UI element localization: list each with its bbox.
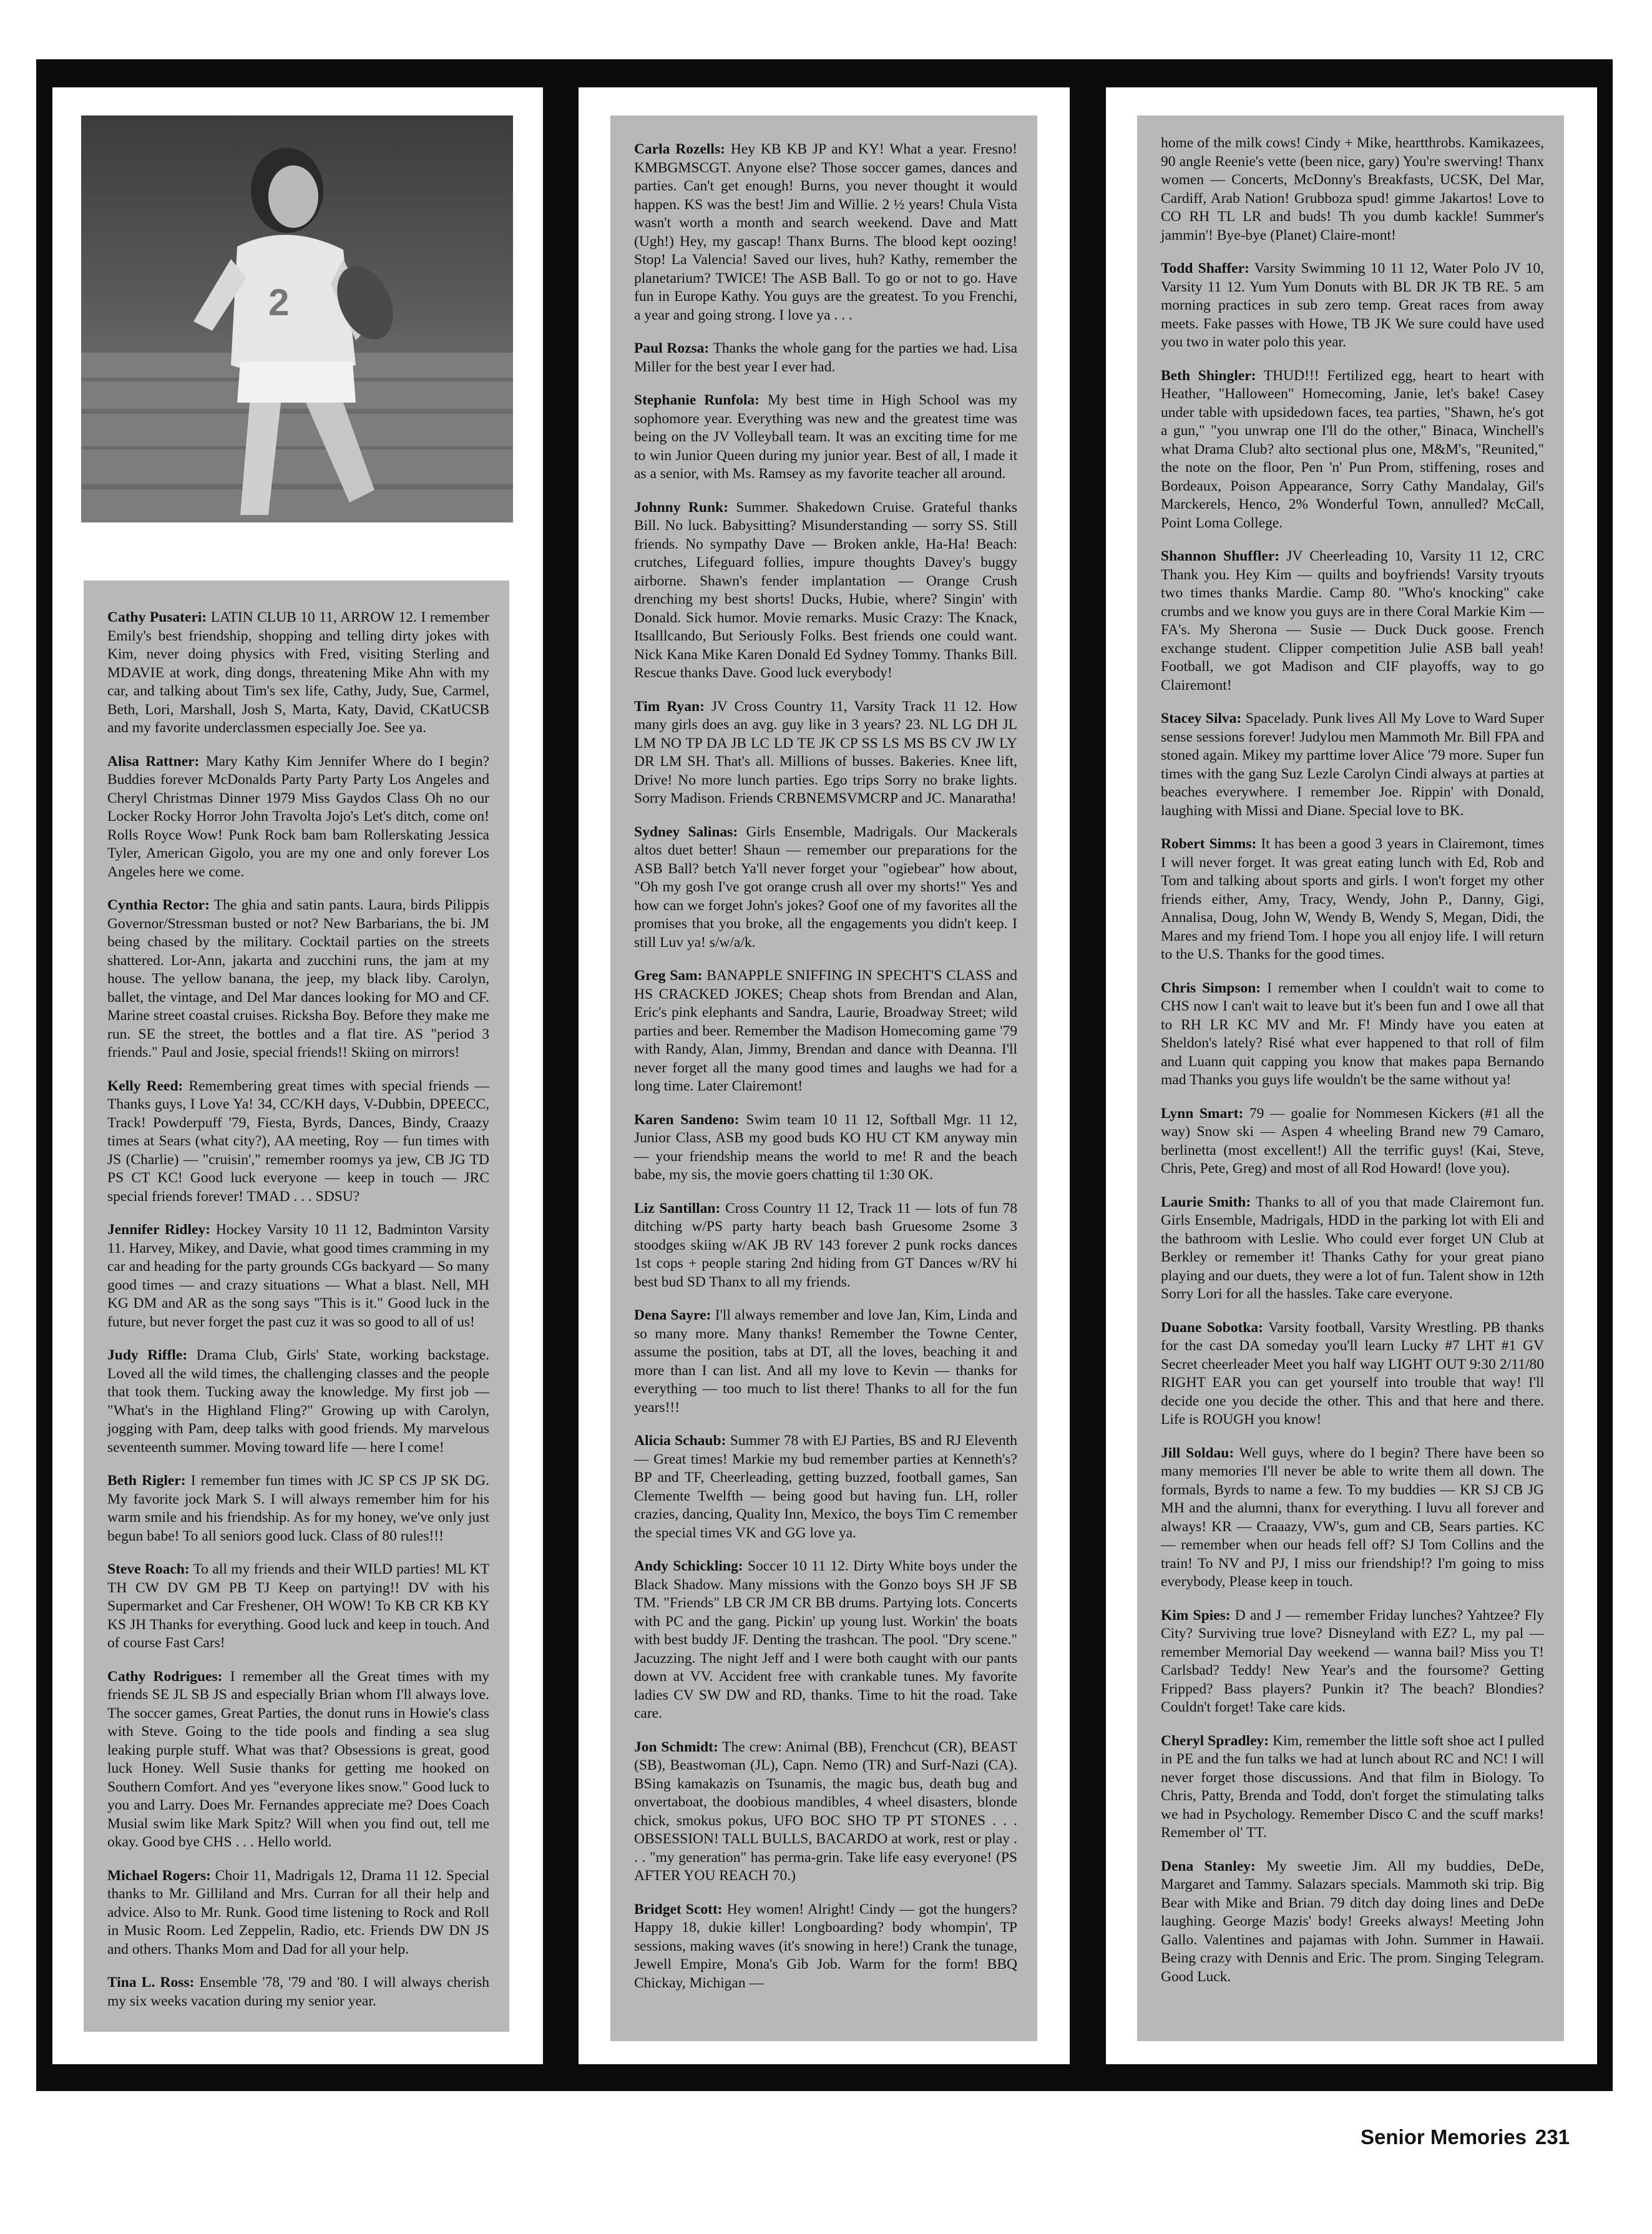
middle-text-panel: [610, 115, 1037, 2041]
memory-text: I remember all the Great times with my friends SE JL SB JS and especially Brian whom I'll always love. The soccer games, Great Parties, the donut runs in Howie's class with Steve. Going to the tide pools and finding a sea slug leaking purple stuff. What was that? Obsessions is great, good luck Honey. Well Susie thanks for getting me hooked on Southern Comfort. And yes "everyone likes snow." Good luck to you and Larry. Does Mr. Fernandes appreciate me? Does Coach Musial swim like Mark Spitz? Will when you find out, tell me okay. Good bye CHS . . . Hello world.: [107, 1668, 490, 1850]
left-text-panel: [84, 581, 509, 2032]
memory-text: THUD!!! Fertilized egg, heart to heart with Heather, "Halloween" Homecoming, Janie, let's bake! Casey under table with upsidedown faces, tea parties, "Shawn, he's got a gun," "you unwrap one I'll do the other," Binaca, Winchell's what Drama Club? alto sectional plus one, M&M's, "Reunited," the note on the floor, Pen 'n' Pun Prom, stiffening, roses and Bordeaux, Poison Appearance, Sorry Cathy Mandalay, Gil's Marckerels, Henco, 2% Wonderful Town, annulled? McCall, Point Loma College.: [1161, 367, 1544, 531]
memory-entry: [634, 967, 1017, 1096]
senior-name: Jon Schmidt:: [634, 1738, 718, 1755]
middle-entries: [634, 140, 1017, 1992]
memory-text: I remember fun times with JC SP CS JP SK DG. My favorite jock Mark S. I will always remember him for his warm smile and his friendship. As for my honey, we've only just begun babe! To all seniors good luck. Class of 80 rules!!!: [107, 1472, 490, 1544]
senior-name: Cathy Rodrigues:: [107, 1668, 223, 1685]
memory-text: D and J — remember Friday lunches? Yahtzee? Fly City? Surviving true love? Disneyland with EZ? L, my pal — remember Memorial Day weekend — wanna bail? Miss you T! Carlsbad? Teddy! New Year's and the foursome? Getting Fripped? Bass players? Punkin it? The beach? Blondies? Couldn't forget! Take care kids.: [1161, 1607, 1544, 1715]
memory-entry: [634, 391, 1017, 484]
memory-text: Varsity Swimming 10 11 12, Water Polo JV 10, Varsity 11 12. Yum Yum Donuts with BL DR JK TB RE. 5 am morning practices in sub zero temp. Great races from away meets. Fake passes with Howe, TB JK We sure could have used you two in water polo this year.: [1161, 260, 1545, 350]
senior-name: Lynn Smart:: [1161, 1105, 1244, 1122]
memory-text: JV Cheerleading 10, Varsity 11 12, CRC Thank you. Hey Kim — quilts and boyfriends! Varsity tryouts two times thanks Mardie. Camp 80. "Who's knocking" cake crumbs and we know you guys are in there Coral Markie Kim — FA's. My Sheronа — Susie — Duck Duck goose. French exchange student. Clipper competition Julie ASB ball yeah! Football, we got Madison and CIF playoffs, way to go Clairemont!: [1161, 548, 1544, 693]
senior-name: Stacey Silva:: [1161, 710, 1242, 727]
memory-entry: [1161, 1193, 1544, 1304]
senior-name: Steve Roach:: [107, 1561, 190, 1577]
senior-name: Bridget Scott:: [634, 1901, 723, 1918]
memory-entry: [634, 140, 1017, 325]
memory-text: I remember when I couldn't wait to come to CHS now I can't wait to leave but it's been fun and I owe all that to RH LR KC MV and Mr. F! Mindy have you eaten at Sheldon's lately? Risé what ever happened to that roll of film and Luann quit capping you know that makes papa Bernando mad Thanks you guys life wouldn't be the same without ya!: [1161, 979, 1544, 1088]
memory-text: Hey KB KB JP and KY! What a year. Fresno! KMBGMSCGT. Anyone else? Those soccer games, dances and parties. Can't get enough! Burns, you never thought it would happen. KS was the best! Jim and Willie. 2 ½ years! Chula Vista wasn't worth a month and search weekend. Dave and Matt (Ugh!) Hey, my gascap! Thanx Burns. The blood kept oozing! Stop! La Valencia! Saved our lives, huh? Kathy, remember the planetarium? TWICE! The ASB Ball. To go or not to go. Have fun in Europe Kathy. You guys are the greatest. To you Frenchi, a year and going strong. I love ya . . .: [634, 141, 1017, 323]
memory-text: 79 — goalie for Nommesen Kickers (#1 all the way) Snow ski — Aspen 4 wheeling Brand new 79 Camaro, berlinetta (most excellent!) All the terrific guys! (Kai, Steve, Chris, Pete, Greg) and most of all Rod Howard! (love you).: [1161, 1105, 1544, 1177]
senior-name: Paul Rozsa:: [634, 340, 710, 356]
memory-text: Soccer 10 11 12. Dirty White boys under the Black Shadow. Many missions with the Gonzo boys SH JF SB TM. "Friends" LB CR JM CR BB drums. Partying lots. Concerts with PC and the gang. Pickin' up young lust. Workin' the boats with best buddy JF. Denting the trashcan. The pool. "Dry scene." Jacuzzing. The night Jeff and I were both caught with our pants down at VV. Accident free with crankable tunes. My favorite ladies CV SW DW and RD, thanks. Time to hit the road. Take care.: [634, 1558, 1018, 1722]
memory-entry: [107, 609, 489, 738]
memory-entry: [107, 1077, 489, 1207]
memory-text: I'll always remember and love Jan, Kim, Linda and so many more. Many thanks! Remember the Towne Center, assume the position, tabs at DT, all the loves, beaching it and more than I can list. And all my love to Kevin — thanks for everything — too much to list there! Thanks to all for the fun years!!!: [634, 1307, 1017, 1416]
memory-text: Cross Country 11 12, Track 11 — lots of fun 78 ditching w/PS party harty beach bash Gruesome 2some 3 stoodges skiing w/AK JB RV 143 forever 2 punk rocks dances 1st cops + people staring 2nd hiding from GT Dances w/RV hi best bud SD Thanx to all my friends.: [634, 1200, 1017, 1290]
memory-text: Well guys, where do I begin? There have been so many memories I'll never be able to write them all down. The formals, Byrds to name a few. To my buddies — KR SJ CB JG MH and the alumni, thanx for everything. I luvu all forever and always! KR — Craaazy, VW's, gum and CB, Sears parties. KC — remember when our heads fell off? SJ Tom Collins and the train! To NV and PJ, I miss our friendship!? I'm going to miss everybody, Please keep in touch.: [1161, 1444, 1544, 1590]
memory-text: LATIN CLUB 10 11, ARROW 12. I remember Emily's best friendship, shopping and telling dirty jokes with Kim, never doing physics with Fred, visiting Sterling and MDAVIE at work, ding dongs, threatening Mike Ahn with my car, and talking about Tim's sex life, Cathy, Judy, Sue, Carmel, Beth, Lori, Marshall, Josh S, Marta, Katy, David, CKatUCSB and my favorite underclassmen especially Joe. See ya.: [107, 609, 489, 736]
memory-entry: [1161, 547, 1544, 695]
memory-entry: [107, 1221, 489, 1331]
senior-name: Dena Sayre:: [634, 1307, 711, 1323]
senior-name: Carla Rozells:: [634, 141, 725, 157]
senior-name: Greg Sam:: [634, 968, 703, 984]
memory-text: Ensemble '78, '79 and '80. I will always cherish my six weeks vacation during my senior year.: [107, 1974, 489, 2009]
memory-entry: [634, 698, 1017, 808]
memory-entry: [634, 823, 1017, 953]
memory-text: Mary Kathy Kim Jennifer Where do I begin? Buddies forever McDonalds Party Party Party Los Angeles and Cheryl Christmas Dinner 1979 Miss Gaydos Class Oh no our Locker Rocky Horror John Travolta Jojo's Let's ditch, come on! Rolls Royce Wow! Punk Rock bam bam Rollerskating Jessica Tyler, American Gigolo, you are my one and only forever Los Angeles here we come.: [107, 753, 489, 880]
memory-entry: [1161, 1732, 1544, 1843]
memory-text: Choir 11, Madrigals 12, Drama 11 12. Special thanks to Mr. Gilliland and Mrs. Curran for all their help and advice. Also to Mr. Runk. Good time listening to Rock and Roll in Music Room. Led Zeppelin, Radio, etc. Friends DW DN JS and others. Thanks Mom and Dad for all your help.: [107, 1867, 489, 1957]
right-text-panel: [1137, 115, 1564, 2041]
memory-entry: [107, 1867, 489, 1959]
svg-text:2: 2: [268, 282, 290, 323]
memory-entry: [634, 499, 1017, 683]
senior-name: Beth Rigler:: [107, 1472, 186, 1489]
senior-name: Kim Spies:: [1161, 1607, 1231, 1624]
memory-entry: [634, 1200, 1017, 1292]
senior-name: Karen Sandeno:: [634, 1111, 740, 1128]
senior-name: Cheryl Spradley:: [1161, 1732, 1269, 1749]
memory-text: Thanks to all of you that made Clairemont fun. Girls Ensemble, Madrigals, HDD in the parking lot with Eli and the bathroom with Leslie. Who could ever forget UN Club at Berkley or remember it! Thanks Cathy for your great piano playing and our duets, they were a lot of fun. Talent show in 12th Sorry Lori for all the hassles. Take care everyone.: [1161, 1193, 1545, 1302]
memory-entry: [1161, 367, 1544, 533]
memory-text: BANAPPLE SNIFFING IN SPECHT'S CLASS and HS CRACKED JOKES; Cheap shots from Brendan and Alan, Eric's pink elephants and Sandra, Laurie, Broadway Street; wild parties and beer. Remember the Madison Homecoming game '79 with Randy, Alan, Jimmy, Brendan and dance with Deanna. I'll never forget all the many good times and laughs we had for a long time. Later Clairemont!: [634, 968, 1018, 1094]
memory-text: Hockey Varsity 10 11 12, Badminton Varsity 11. Harvey, Mikey, and Davie, what good times cramming in my car and heading for the party grounds CGs backyard — So many good times — and crazy situations — What a blast. Nell, MH KG DM and AR as the song says "This is it." Good luck in the future, but never forget the past cuz it was so good to all of us!: [107, 1222, 490, 1330]
memory-entry: [634, 1432, 1017, 1542]
memory-text: To all my friends and their WILD parties! ML KT TH CW DV GM PB TJ Keep on partying!! DV with his Supermarket and Car Freshener, OH WOW! To KB CR KB KY KS JH Thanks for everything. Good luck and keep in touch. And of course Fast Cars!: [107, 1561, 489, 1651]
senior-name: Dena Stanley:: [1161, 1858, 1256, 1874]
senior-name: Todd Shaffer:: [1161, 260, 1249, 277]
memory-entry: [634, 1306, 1017, 1417]
memory-text: Hey women! Alright! Cindy — got the hungers? Happy 18, dukie killer! Longboarding? body whompin', TP sessions, making waves (it's snowing in here!) Crank the tunage, Jewell Empire, Mona's Gib Job. Warm for the form! BBQ Chickay, Michigan —: [634, 1901, 1018, 1991]
senior-name: Andy Schickling:: [634, 1558, 743, 1574]
page-number: 231: [1535, 2125, 1570, 2148]
senior-name: Duane Sobotka:: [1161, 1319, 1263, 1336]
memory-entry: [107, 896, 489, 1062]
senior-name: Judy Riffle:: [107, 1347, 188, 1363]
senior-name: Alicia Schaub:: [634, 1433, 726, 1449]
memory-entry: [1161, 134, 1544, 245]
memory-entry: [107, 1346, 489, 1457]
senior-name: Sydney Salinas:: [634, 823, 738, 840]
memory-entry: [1161, 260, 1544, 352]
senior-name: Shannon Shuffler:: [1161, 548, 1280, 564]
section-title: Senior Memories: [1361, 2125, 1527, 2148]
senior-name: Jennifer Ridley:: [107, 1222, 211, 1238]
senior-name: Tim Ryan:: [634, 698, 705, 715]
memory-entry: [107, 1560, 489, 1653]
memory-entry: [107, 753, 489, 882]
memory-text: Swim team 10 11 12, Softball Mgr. 11 12, Junior Class, ASB my good buds KO HU CT KM anyway min — your friendship means the world to me! R and the beach babe, my sis, the movie goers chatting til 1:30 OK.: [634, 1111, 1017, 1183]
memory-text: Drama Club, Girls' State, working backstage. Loved all the wild times, the challenging classes and the people that took them. Tucking away the knowledge. My first job — "What's in the Highland Fling?" Growing up with Carolyn, jogging with Pam, deep talks with good friends. My marvelous seventeenth summer. Moving toward life — here I come!: [107, 1347, 490, 1456]
memory-text: My best time in High School was my sophomore year. Everything was new and the greatest time was being on the JV Volleyball team. It was an exciting time for me to win Junior Queen during my junior year. Best of all, I made it as a senior, with Ms. Ramsey as my favorite teacher all around.: [634, 392, 1017, 482]
memory-entry: [1161, 710, 1544, 820]
memory-text: Remembering great times with special friends — Thanks guys, I Love Ya! 34, CC/KH days, V-Dubbin, DPEECC, Track! Powderpuff '79, Fiesta, Byrds, Dances, Bindy, Craazy times at Sears (what city?), AA meeting, Roy — fun times with JS (Charlie) — "cruisin'," remember roomys ya jew, CB JG TD PS CT KC! Good luck everyone — keep in touch — JRC special friends forever! TMAD . . . SDSU?: [107, 1077, 490, 1205]
right-entries: [1161, 134, 1544, 1986]
memory-text: My sweetie Jim. All my buddies, DeDe, Margaret and Tammy. Salazars specials. Mammoth ski trip. Big Bear with Mike and Brian. 79 ditch day doing lines and DeDe laughing. George Mazis' body! Greeks always! Meeting John Gallo. Valentines and pajamas with John. Summer in Hawaii. Being crazy with Dennis and Eric. The prom. Singing Telegram. Good Luck.: [1161, 1858, 1545, 1985]
memory-entry: [1161, 835, 1544, 964]
memory-text: The crew: Animal (BB), Frenchcut (CR), BEAST (SB), Beastwoman (JL), Capn. Nemo (TR) and Surf-Nazi (CA). BSing kamakazis on Tsunamis, the magic bus, death bug and onvertaboat, the doobious mandibles, 4 wheel disasters, blonde chick, smokus pokus, UFO BOC SHO TP PT STONES . . . OBSESSION! TALL BULLS, BACARDO at work, rest or play . . . "my generation" has perma-grin. Take life easy everyone! (PS AFTER YOU REACH 70.): [634, 1738, 1017, 1884]
memory-entry: [634, 1901, 1017, 1993]
memory-text: home of the milk cows! Cindy + Mike, heartthrobs. Kamikazees, 90 angle Reenie's vette (been nice, gary) You're swerving! Thanx women — Concerts, McDonny's Breakfasts, UCSK, Del Mar, Cardiff, Arab Nation! Grubboza spud! gimme Jakartos! Love to CO RH TL LR and buds! Th you dumb kackle! Summer's jammin'! Bye-bye (Planet) Claire-mont!: [1161, 135, 1544, 243]
senior-name: Robert Simms:: [1161, 836, 1257, 852]
football-player-photo-image: [81, 115, 513, 522]
memory-entry: [1161, 979, 1544, 1090]
memory-entry: [634, 340, 1017, 376]
memory-text: Kim, remember the little soft shoe act I pulled in PE and the fun talks we had at lunch about RC and NC! I will never forget those discussions. And that film in Biology. To Chris, Patty, Brenda and Todd, don't forget the stimulating talks we had in Psychology. Remember Disco C and the scuff marks! Remember ol' TT.: [1161, 1732, 1545, 1841]
memory-entry: [1161, 1444, 1544, 1592]
memory-text: Spacelady. Punk lives All My Love to Ward Super sense sessions forever! Judylou men Mammoth Mr. Bill FPA and stoned again. Mikey my parttime lover Alice '79 more. Super fun times with the gang Suz Lezle Carolyn Cindi always at parties at beaches everywhere. I remember Joe. Rippin' with Donald, laughing with Missi and Diane. Special love to BK.: [1161, 710, 1544, 819]
senior-name: Michael Rogers:: [107, 1867, 211, 1884]
senior-name: Stephanie Runfola:: [634, 392, 760, 408]
senior-name: Johnny Runk:: [634, 499, 728, 516]
senior-name: Tina L. Ross:: [107, 1974, 195, 1991]
memory-text: Thanks the whole gang for the parties we had. Lisa Miller for the best year I ever had.: [634, 340, 1018, 375]
senior-name: Liz Santillan:: [634, 1200, 721, 1217]
memory-text: Girls Ensemble, Madrigals. Our Mackerals altos duet better! Shaun — remember our preparations for the ASB Ball? betch Ya'll never forget your "ogiebear" how about, "Oh my gosh I've got orange crush all over my shorts!" Yes and how can we forget John's jokes? Goof one of my favorites all the promises that you broke, all the engagements you didn't keep. I still Luv ya! s/w/a/k.: [634, 823, 1017, 951]
memory-entry: [107, 1472, 489, 1546]
football-player-photo: [81, 115, 513, 522]
memory-text: Summer. Shakedown Cruise. Grateful thanks Bill. No luck. Babysitting? Misunderstanding — sorry SS. Still friends. No sympathy Dave — Broken ankle, Ha-Ha! Beach: crutches, Lifeguard follies, impure thoughts Davey's buggy airborne. Shawn's fender implantation — Orange Crush drenching my best shorts! Ducks, Hubie, where? Singin' with Donald. Sick humor. Movie remarks. Music Crazy: The Knack, Itsalllcando, But Seriously Folks. Best friends one could want. Nick Kana Mike Karen Donald Ed Sydney Tommy. Thanks Bill. Rescue thanks Dave. Good luck everybody!: [634, 499, 1017, 681]
memory-text: Varsity football, Varsity Wrestling. PB thanks for the cast DA someday you'll learn Lucky #7 LHT #1 GV Secret cheerleader Meet you half way LIGHT OUT 9:30 2/11/80 RIGHT EAR you can get yourself into trouble that way! I'll decide one you decide the other. This and that here and there. Life is ROUGH you know!: [1161, 1319, 1544, 1428]
senior-name: Chris Simpson:: [1161, 979, 1261, 996]
memory-text: The ghia and satin pants. Laura, birds Pilippis Governor/Stressman busted or not? New Barbarians, the bi. JM being chased by the military. Cocktail parties on the streets shattered. Lor-Ann, jakarta and zucchini runs, the jam at my house. The yellow banana, the jeep, my black liby. Carolyn, ballet, the vintage, and Del Mar dances looking for MO and CF. Marine street coastal cruises. Ricksha Boy. Before they make me run. SE the street, the bottles and a flat tire. AS "period 3 friends." Paul and Josie, special friends!! Skiing on mirrors!: [107, 897, 489, 1061]
memory-entry: [107, 1974, 489, 2011]
memory-entry: [1161, 1319, 1544, 1429]
memory-entry: [634, 1738, 1017, 1886]
memory-text: JV Cross Country 11, Varsity Track 11 12. How many girls does an avg. guy like in 3 years? 23. NL LG DH JL LM NO TP DA JB LC LD TE JK CP SS LS MS BS CV JW LY DR LM SH. That's all. Millions of busses. Bakeries. Knee lift, Drive! No more lunch parties. Ego trips Sorry no brake lights. Sorry Madison. Friends CRBNEMSVMCRP and JC. Manaratha!: [634, 698, 1017, 806]
memory-text: It has been a good 3 years in Clairemont, times I will never forget. It was great eating lunch with Ed, Rob and Tom and talking about sports and girls. I won't forget my other friends either, Amy, Tracy, Wendy, John P., Danny, Gigi, Annalisa, Doug, John W, Wendy B, Wendy S, Megan, Didi, the Mares and my friend Tom. I hope you all enjoy life. I will return to the U.S. Thanks for the good times.: [1161, 836, 1544, 963]
memory-entry: [1161, 1607, 1544, 1717]
memory-entry: [1161, 1105, 1544, 1178]
memory-entry: [107, 1668, 489, 1852]
senior-name: Cathy Pusateri:: [107, 609, 207, 625]
memory-entry: [1161, 1858, 1544, 1987]
page-footer: [1361, 2125, 1570, 2149]
senior-name: Beth Shingler:: [1161, 367, 1256, 384]
memory-text: Summer 78 with EJ Parties, BS and RJ Eleventh — Great times! Markie my bud remember parties at Kenneth's? BP and TF, Cheerleading, getting buzzed, football games, San Clemente Twelfth — being good but having fun. LH, roller crazies, dancing, Quality Inn, Mexico, the boys Tim C remember the special times VK and GG love ya.: [634, 1433, 1018, 1541]
senior-name: Jill Soldau:: [1161, 1444, 1234, 1461]
memory-entry: [634, 1557, 1017, 1723]
left-entries: [107, 609, 489, 2011]
senior-name: Laurie Smith:: [1161, 1193, 1251, 1210]
senior-name: Cynthia Rector:: [107, 897, 210, 913]
memory-entry: [634, 1111, 1017, 1185]
senior-name: Kelly Reed:: [107, 1077, 183, 1094]
senior-name: Alisa Rattner:: [107, 753, 200, 770]
